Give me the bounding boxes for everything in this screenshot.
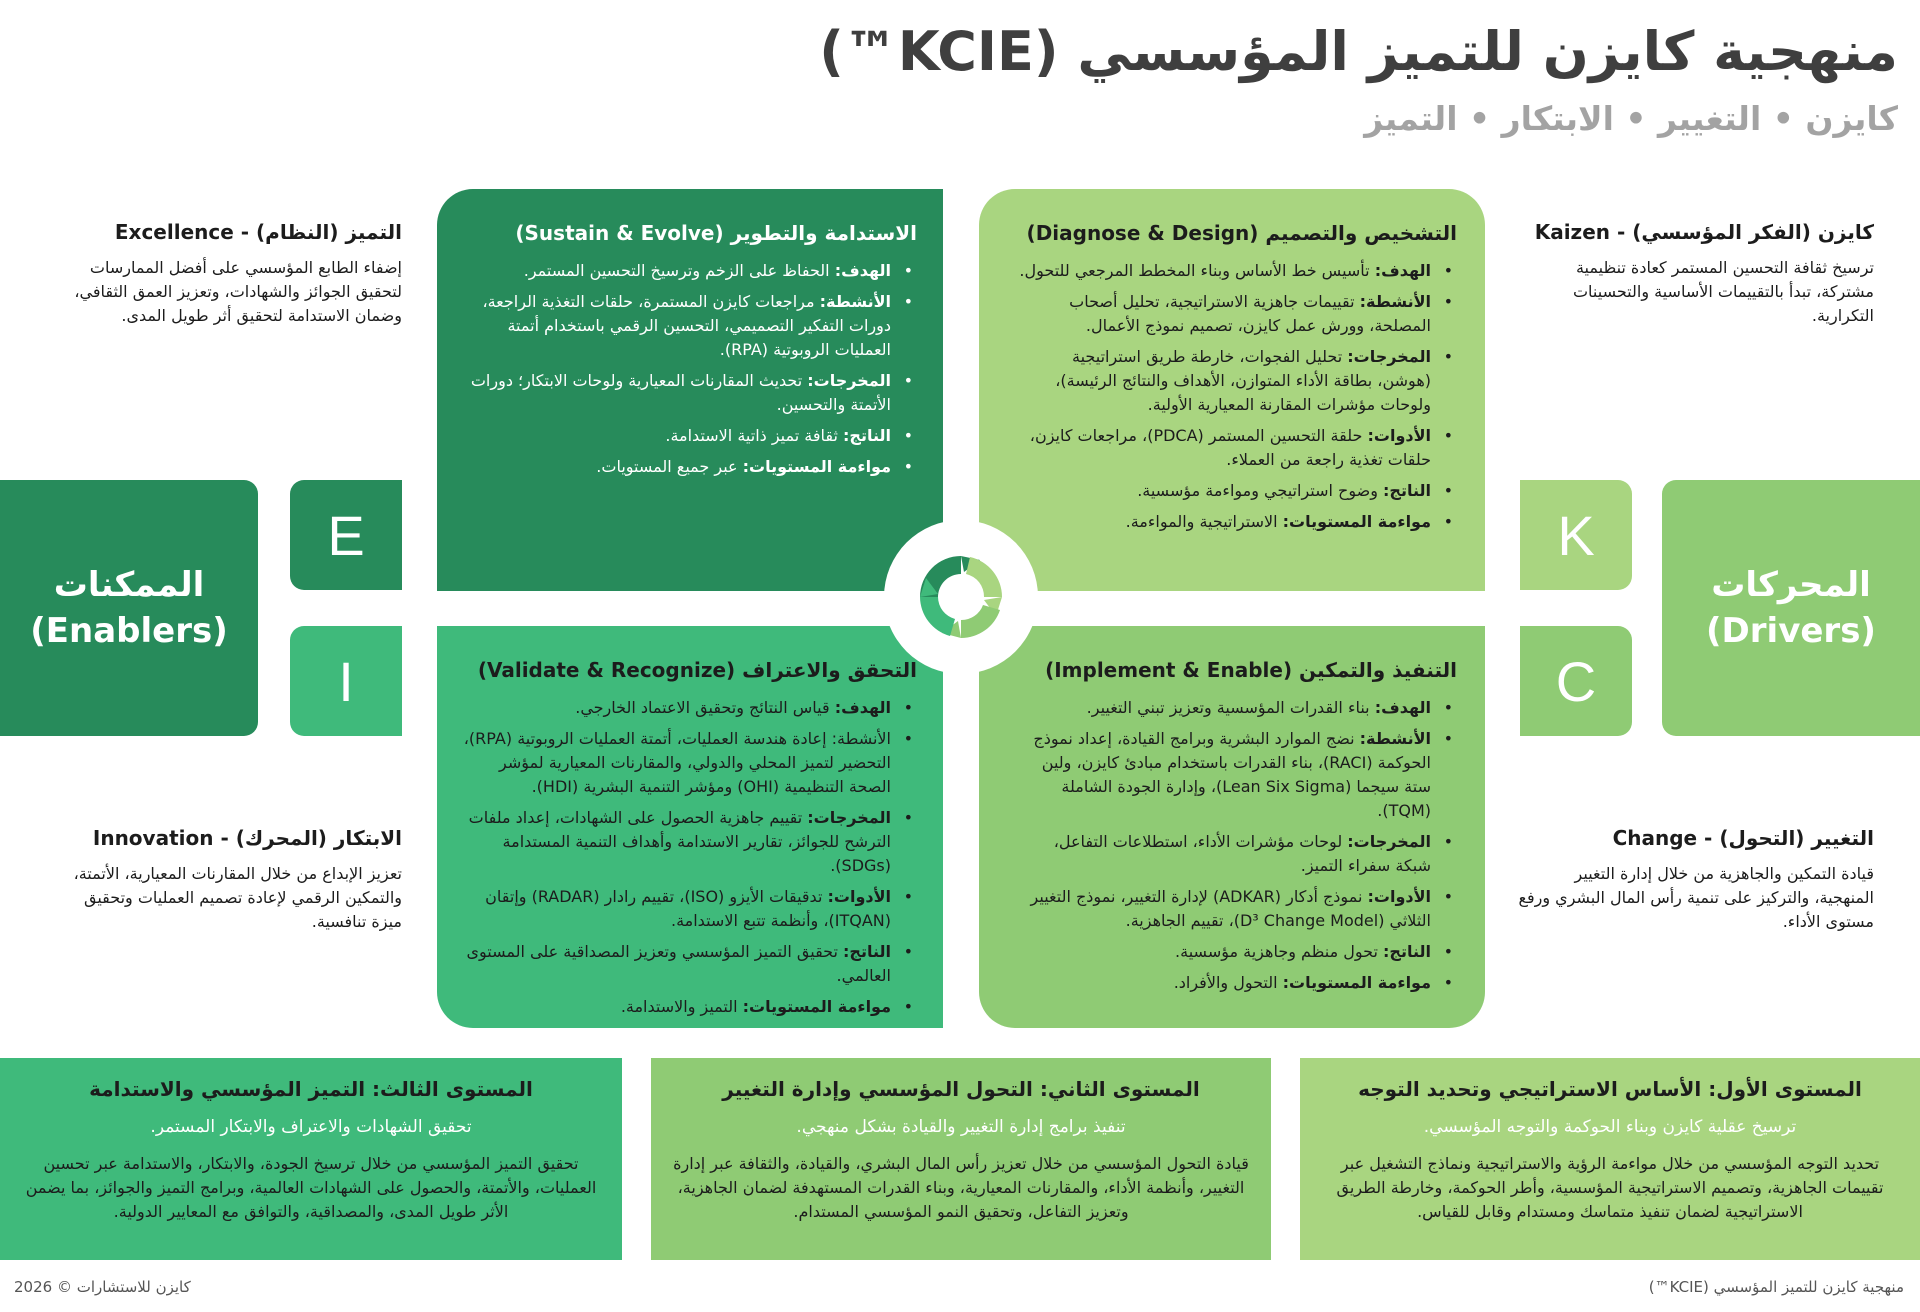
bullet-item [1015, 259, 1431, 283]
footer-copyright: كايزن للاستشارات © 2026 [14, 1278, 191, 1296]
bullet-item [1015, 940, 1431, 964]
level-3 [0, 1058, 622, 1260]
page-subtitle: كايزن • التغيير • الابتكار • التميز [1364, 99, 1898, 138]
quadrant-sustain-list [455, 259, 917, 479]
bullet-text: تحليل الفجوات، خارطة طريق استراتيجية (هوشن، بطاقة الأداء المتوازن، الأهداف والنتائج الرئيسة)، ولوحات مؤشرات المقارنة المعيارية الأولية. [1055, 347, 1431, 414]
level-2 [651, 1058, 1271, 1260]
bullet-text: تقييم جاهزية الحصول على الشهادات، إعداد ملفات الترشح للجوائز، تقارير الاستدامة وأهداف التنمية المستدامة (SDGs). [468, 808, 891, 875]
bullet-item [459, 995, 891, 1019]
bullet-label: الهدف: [1374, 698, 1431, 717]
bullet-item [455, 259, 891, 283]
bullet-text: تقييمات جاهزية الاستراتيجية، تحليل أصحاب المصلحة، وورش عمل كايزن، تصميم نموذج الأعمال. [1069, 292, 1431, 335]
drivers-label [1662, 480, 1920, 736]
quadrant-validate-list [459, 696, 917, 1019]
bullet-label: الأنشطة: [1359, 292, 1431, 311]
bullet-text: تدقيقات الأيزو (ISO)، تقييم رادار (RADAR) وإتقان (ITQAN)، وأنظمة تتبع الاستدامة. [485, 887, 891, 930]
bullet-text: الحفاظ على الزخم وترسيخ التحسين المستمر. [523, 261, 835, 280]
bullet-item [455, 455, 891, 479]
bullet-label: الأنشطة: [819, 292, 891, 311]
bullet-item [459, 727, 891, 799]
bullet-label: المخرجات: [1347, 832, 1431, 851]
bullet-text: قياس النتائج وتحقيق الاعتماد الخارجي. [575, 698, 835, 717]
bullet-item [1015, 479, 1431, 503]
level-1-summary: ترسيخ عقلية كايزن وبناء الحوكمة والتوجه المؤسسي. [1423, 1117, 1797, 1137]
level-3-title: المستوى الثالث: التميز المؤسسي والاستدامة [89, 1077, 533, 1101]
enablers-label-ar: الممكنات [53, 565, 205, 605]
bullet-item [1015, 345, 1431, 417]
bullet-item [1015, 424, 1431, 472]
side-change-text: قيادة التمكين والجاهزية من خلال إدارة التغيير المنهجية، والتركيز على تنمية رأس المال البشري ورفع مستوى الأداء. [1518, 864, 1874, 931]
quadrant-implement [979, 626, 1485, 1028]
quadrant-validate [437, 626, 943, 1028]
drivers-label-en: (Drivers) [1706, 611, 1876, 651]
level-1-title: المستوى الأول: الأساس الاستراتيجي وتحديد التوجه [1358, 1077, 1862, 1101]
page-title: منهجية كايزن للتميز المؤسسي (KCIE™) [819, 20, 1898, 83]
bullet-text: تحديث المقارنات المعيارية ولوحات الابتكار؛ دورات الأتمتة والتحسين. [470, 371, 891, 414]
bullet-text: بناء القدرات المؤسسية وتعزيز تبني التغيير. [1086, 698, 1375, 717]
bullet-text: مراجعات كايزن المستمرة، حلقات التغذية الراجعة، دورات التفكير التصميمي، التحسين الرقمي باستخدام أتمتة العمليات الروبوتية (RPA). [482, 292, 891, 359]
letter-e: E [290, 480, 402, 590]
quadrant-implement-title: التنفيذ والتمكين (Implement & Enable) [1045, 658, 1457, 682]
enablers-label [0, 480, 258, 736]
bullet-text: عبر جميع المستويات. [596, 457, 743, 476]
bullet-item [1015, 830, 1431, 878]
bullet-text: تحول منظم وجاهزية مؤسسية. [1175, 942, 1384, 961]
bullet-label: الأدوات: [1367, 426, 1431, 445]
center-hub [884, 520, 1038, 674]
bullet-item [459, 885, 891, 933]
bullet-label: الناتج: [1383, 481, 1431, 500]
drivers-label-ar: المحركات [1711, 565, 1871, 605]
bullet-item [1015, 885, 1431, 933]
letter-i: I [290, 626, 402, 736]
bullet-item [455, 369, 891, 417]
bullet-label: الهدف: [1374, 261, 1431, 280]
bullet-item [1015, 696, 1431, 720]
side-innovation [60, 824, 402, 934]
bullet-text: نضج الموارد البشرية وبرامج القيادة، إعداد نموذج الحوكمة (RACI)، بناء القدرات باستخدام مبادئ كايزن، ولين ستة سيجما (Lean Six Sigma)، وإدارة الجودة الشاملة (TQM). [1033, 729, 1431, 820]
level-3-summary: تحقيق الشهادات والاعتراف والابتكار المستمر. [150, 1117, 472, 1137]
bullet-text: ثقافة تميز ذاتية الاستدامة. [665, 426, 844, 445]
bullet-label: الأنشطة: [1359, 729, 1431, 748]
bullet-text: تحقيق التميز المؤسسي وتعزيز المصداقية على المستوى العالمي. [466, 942, 891, 985]
bullet-text: التحول والأفراد. [1173, 973, 1283, 992]
bullet-label: المخرجات: [807, 371, 891, 390]
side-kaizen-title: كايزن (الفكر المؤسسي) - Kaizen [1534, 220, 1874, 244]
bullet-label: الناتج: [843, 426, 891, 445]
quadrant-diagnose-list [1015, 259, 1457, 534]
bullet-item [455, 424, 891, 448]
side-change [1514, 824, 1874, 934]
side-change-title: التغيير (التحول) - Change [1612, 826, 1874, 850]
side-innovation-text: تعزيز الإبداع من خلال المقارنات المعيارية، الأتمتة، والتمكين الرقمي لإعادة تصميم العمليات وتحقيق ميزة تنافسية. [73, 864, 402, 931]
level-3-desc: تحقيق التميز المؤسسي من خلال ترسيخ الجودة، والابتكار، والاستدامة عبر تحسين العمليات، والأتمتة، والحصول على الشهادات العالمية، وبرامج التميز والجوائز، بما يضمن الأثر طويل المدى، والمصداقية، والتوافق مع المعايير الدولية. [25, 1154, 597, 1221]
footer-methodology: منهجية كايزن للتميز المؤسسي (KCIE™) [1648, 1278, 1904, 1296]
bullet-item [1015, 971, 1431, 995]
level-1 [1300, 1058, 1920, 1260]
bullet-item [459, 806, 891, 878]
bullet-text: الأنشطة: إعادة هندسة العمليات، أتمتة العمليات الروبوتية (RPA)، التحضير لتميز المحلي والدولي، والمقارنات المعيارية لمؤشر الصحة التنظيمية (OHI) ومؤشر التنمية البشرية (HDI). [463, 729, 891, 796]
bullet-label: الهدف: [834, 261, 891, 280]
bullet-label: الأدوات: [827, 887, 891, 906]
level-2-title: المستوى الثاني: التحول المؤسسي وإدارة التغيير [722, 1077, 1200, 1101]
bullet-label: المخرجات: [807, 808, 891, 827]
bullet-label: المخرجات: [1347, 347, 1431, 366]
bullet-label: الأدوات: [1367, 887, 1431, 906]
level-1-desc: تحديد التوجه المؤسسي من خلال مواءمة الرؤية والاستراتيجية ونماذج التشغيل عبر تقييمات الجاهزية، وتصميم الاستراتيجية المؤسسية، وأطر الحوكمة، وخارطة الطريق الاستراتيجية لضمان تنفيذ متماسك ومستدام وقابل للقياس. [1336, 1154, 1884, 1221]
bullet-label: الهدف: [834, 698, 891, 717]
bullet-label: الناتج: [843, 942, 891, 961]
quadrant-sustain [437, 189, 943, 591]
quadrant-sustain-title: الاستدامة والتطوير (Sustain & Evolve) [515, 221, 917, 245]
bullet-item [1015, 727, 1431, 823]
bullet-label: الناتج: [1383, 942, 1431, 961]
bullet-label: مواءمة المستويات: [742, 997, 891, 1016]
side-excellence-title: التميز (النظام) - Excellence [114, 220, 402, 244]
bullet-text: وضوح استراتيجي ومواءمة مؤسسية. [1137, 481, 1384, 500]
level-2-desc: قيادة التحول المؤسسي من خلال تعزيز رأس المال البشري، والقيادة، والثقافة عبر إدارة التغيير، وأنظمة الأداء، والمقارنات المعيارية، وبناء القدرات المستهدفة لضمان الجاهزية، وتعزيز التفاعل، وتحقيق النمو المؤسسي المستدام. [673, 1154, 1249, 1221]
bullet-item [1015, 510, 1431, 534]
bullet-text: لوحات مؤشرات الأداء، استطلاعات التفاعل، شبكة سفراء التميز. [1053, 832, 1431, 875]
quadrant-validate-title: التحقق والاعتراف (Validate & Recognize) [477, 658, 917, 682]
bullet-text: الاستراتيجية والمواءمة. [1125, 512, 1283, 531]
side-excellence [60, 218, 402, 328]
enablers-label-en: (Enablers) [30, 611, 228, 651]
bullet-item [1015, 290, 1431, 338]
letter-k: K [1520, 480, 1632, 590]
side-excellence-text: إضفاء الطابع المؤسسي على أفضل الممارسات لتحقيق الجوائز والشهادات، وتعزيز العمق الثقافي، وضمان الاستدامة لتحقيق أثر طويل المدى. [74, 258, 402, 325]
bullet-label: مواءمة المستويات: [742, 457, 891, 476]
bullet-item [455, 290, 891, 362]
bullet-item [459, 940, 891, 988]
bullet-label: مواءمة المستويات: [1282, 973, 1431, 992]
level-2-summary: تنفيذ برامج إدارة التغيير والقيادة بشكل منهجي. [796, 1117, 1126, 1137]
letter-c: C [1520, 626, 1632, 736]
bullet-text: التميز والاستدامة. [620, 997, 743, 1016]
quadrant-diagnose-title: التشخيص والتصميم (Diagnose & Design) [1026, 221, 1457, 245]
quadrant-diagnose [979, 189, 1485, 591]
side-kaizen [1514, 218, 1874, 328]
bullet-label: مواءمة المستويات: [1282, 512, 1431, 531]
bullet-text: حلقة التحسين المستمر (PDCA)، مراجعات كايزن، حلقات تغذية راجعة من العملاء. [1029, 426, 1431, 469]
side-kaizen-text: ترسيخ ثقافة التحسين المستمر كعادة تنظيمية مشتركة، تبدأ بالتقييمات الأساسية والتحسينات التكرارية. [1572, 258, 1874, 325]
bullet-item [459, 696, 891, 720]
quadrant-implement-list [1015, 696, 1457, 995]
bullet-text: نموذج أدكار (ADKAR) لإدارة التغيير، نموذج التغيير الثلاثي (D³ Change Model)، تقييم الجاهزية. [1030, 887, 1431, 930]
side-innovation-title: الابتكار (المحرك) - Innovation [92, 826, 402, 850]
bullet-text: تأسيس خط الأساس وبناء المخطط المرجعي للتحول. [1019, 261, 1375, 280]
cycle-arrows-icon [884, 520, 1038, 674]
